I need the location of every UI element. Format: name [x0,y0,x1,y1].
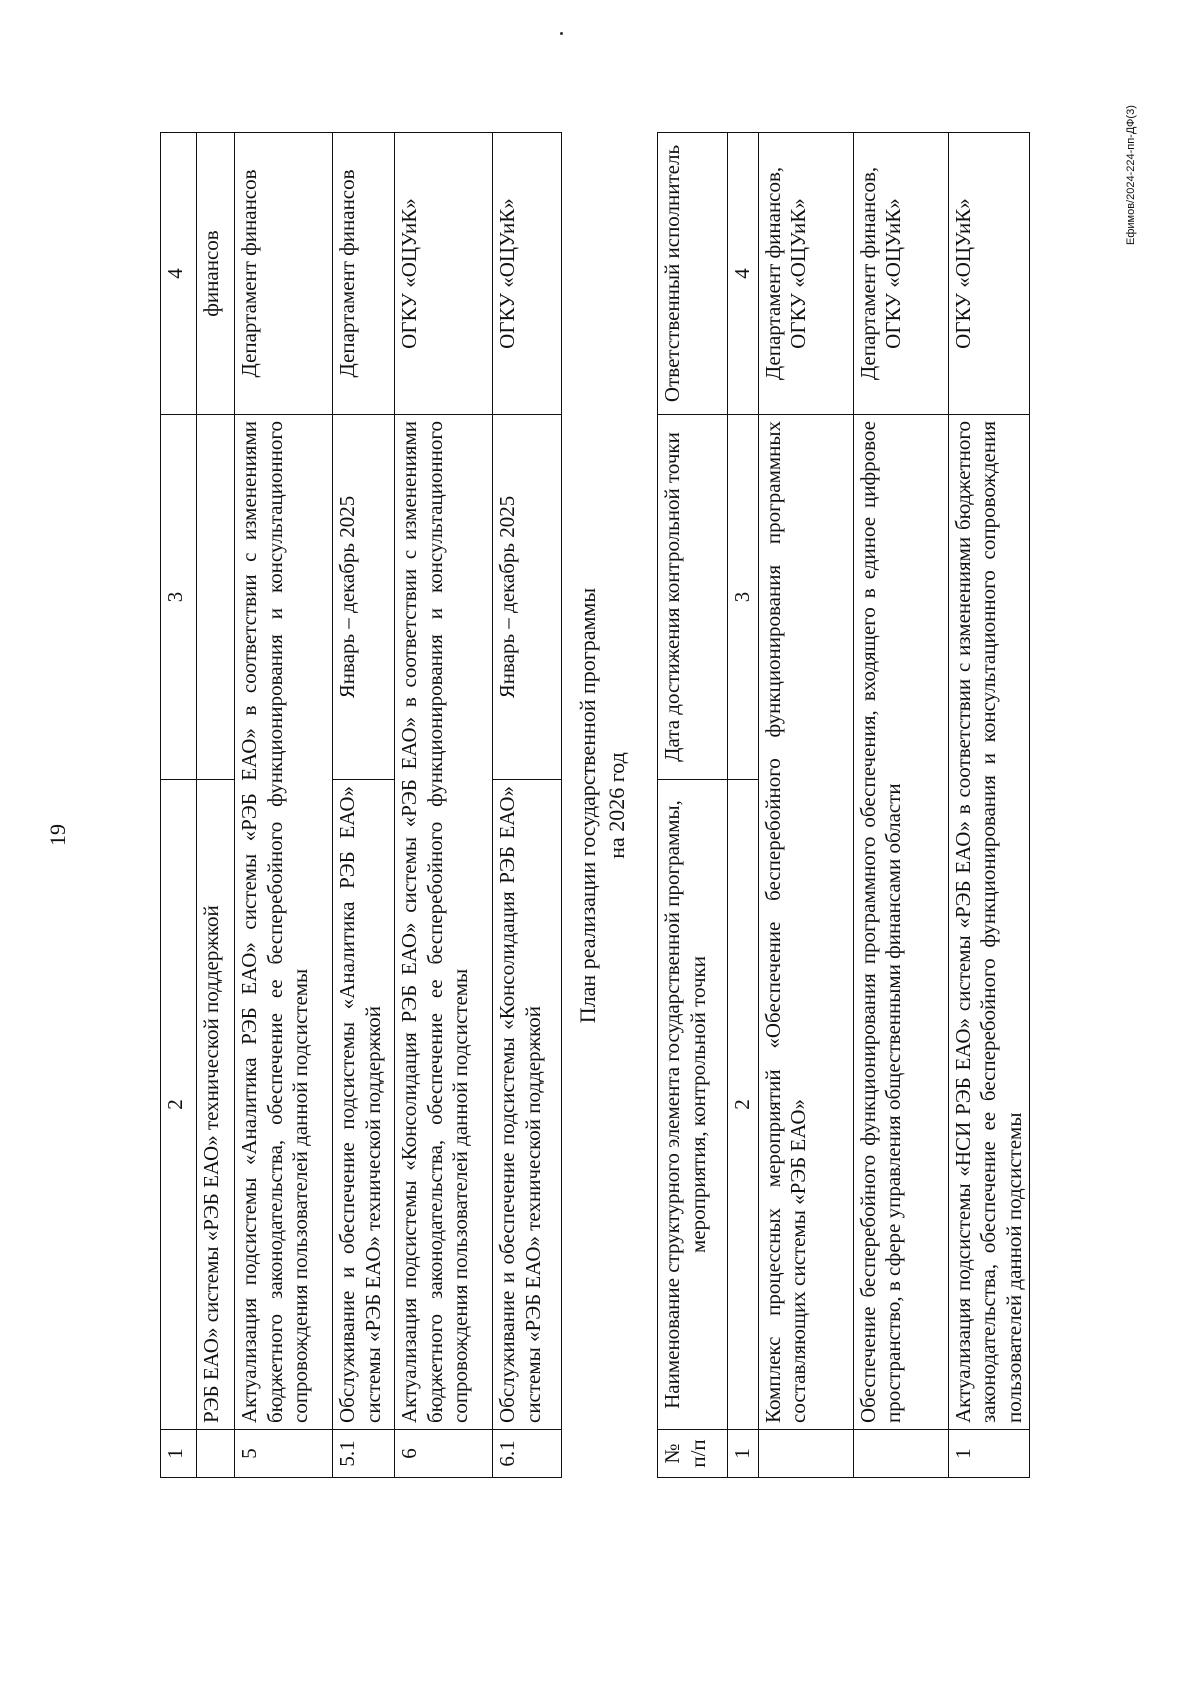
table-row [758,133,853,1478]
row-date [197,415,235,780]
row-executor: ОГКУ «ОЦУиК» [395,133,493,415]
row-date: Январь – декабрь 2025 [493,415,562,780]
page-number: 19 [45,824,70,846]
stray-dot [560,32,563,35]
row-name: РЭБ ЕАО» системы «РЭБ ЕАО» технической поддержкой [197,780,235,1430]
col-index-1: 1 [728,1430,759,1478]
plan-table-frame [657,133,1027,1478]
table-row [395,133,493,1478]
header-date: Дата достижения контрольной точки [658,415,728,780]
row-name: Комплекс процессных мероприятий «Обеспечение бесперебойного функционирования программных составляющих системы «РЭБ ЕАО» [758,415,853,1430]
row-executor: финансов [197,133,235,415]
plan-title-line2: на 2026 год [604,752,629,859]
col-index-3: 3 [728,415,759,780]
row-name: Обеспечение бесперебойного функционирования программного обеспечения, входящего в единое цифровое пространство, в сфере управления общественными финансами области [853,415,948,1430]
header-row [658,133,728,1478]
index-row [161,133,197,1478]
header-number: № п/п [658,1430,728,1478]
table-continuation [160,132,562,1478]
table-row [197,133,235,1478]
table-continuation-frame [160,133,562,1478]
row-name: Актуализация подсистемы «Консолидация РЭБ ЕАО» системы «РЭБ ЕАО» в соответствии с изменениями бюджетного законодательства, обеспечение ее бесперебойного функционирования и консультационного сопровождения пользователей данной подсистемы [395,415,493,1430]
row-name: Актуализация подсистемы «Аналитика РЭБ ЕАО» системы «РЭБ ЕАО» в соответствии с изменениями бюджетного законодательства, обеспечение ее бесперебойного функционирования и консультационного сопровождения пользователей данной подсистемы [235,415,333,1430]
row-executor: ОГКУ «ОЦУиК» [493,133,562,415]
table-row [333,133,395,1478]
row-number: 1 [948,1430,1030,1478]
plan-table [657,132,1030,1478]
row-name: Актуализация подсистемы «НСИ РЭБ ЕАО» системы «РЭБ ЕАО» в соответствии с изменениями бюджетного законодательства, обеспечение ее бесперебойного функционирования и консультационного сопровождения пользователей данной подсистемы [948,415,1030,1430]
plan-title-line1: План реализации государственной программы [575,587,601,1024]
plan-title-frame [548,133,658,1478]
col-index-2: 2 [161,780,197,1430]
col-index-1: 1 [161,1430,197,1478]
row-executor: Департамент финансов [333,133,395,415]
table-row [948,133,1030,1478]
row-executor: Департамент финансов, ОГКУ «ОЦУиК» [758,133,853,415]
col-index-4: 4 [728,133,759,415]
row-executor: ОГКУ «ОЦУиК» [948,133,1030,415]
row-name: Обслуживание и обеспечение подсистемы «Консолидация РЭБ ЕАО» системы «РЭБ ЕАО» технической поддержкой [493,780,562,1430]
table-row [235,133,333,1478]
row-number [197,1430,235,1478]
row-date: Январь – декабрь 2025 [333,415,395,780]
col-index-3: 3 [161,415,197,780]
index-row [728,133,759,1478]
row-executor: Департамент финансов, ОГКУ «ОЦУиК» [853,133,948,415]
table-row [853,133,948,1478]
col-index-4: 4 [161,133,197,415]
document-code: Ефимов/2024-224-пп-ДФ(3) [1125,105,1137,245]
header-name: Наименование структурного элемента государственной программы, мероприятия, контрольной точки [658,780,728,1430]
row-number: 5.1 [333,1430,395,1478]
row-number: 5 [235,1430,333,1478]
row-number [853,1430,948,1478]
header-executor: Ответственный исполнитель [658,133,728,415]
row-number [758,1430,853,1478]
row-number: 6.1 [493,1430,562,1478]
row-executor: Департамент финансов [235,133,333,415]
row-name: Обслуживание и обеспечение подсистемы «Аналитика РЭБ ЕАО» системы «РЭБ ЕАО» технической поддержкой [333,780,395,1430]
col-index-2: 2 [728,780,759,1430]
row-number: 6 [395,1430,493,1478]
plan-title [548,133,658,1478]
